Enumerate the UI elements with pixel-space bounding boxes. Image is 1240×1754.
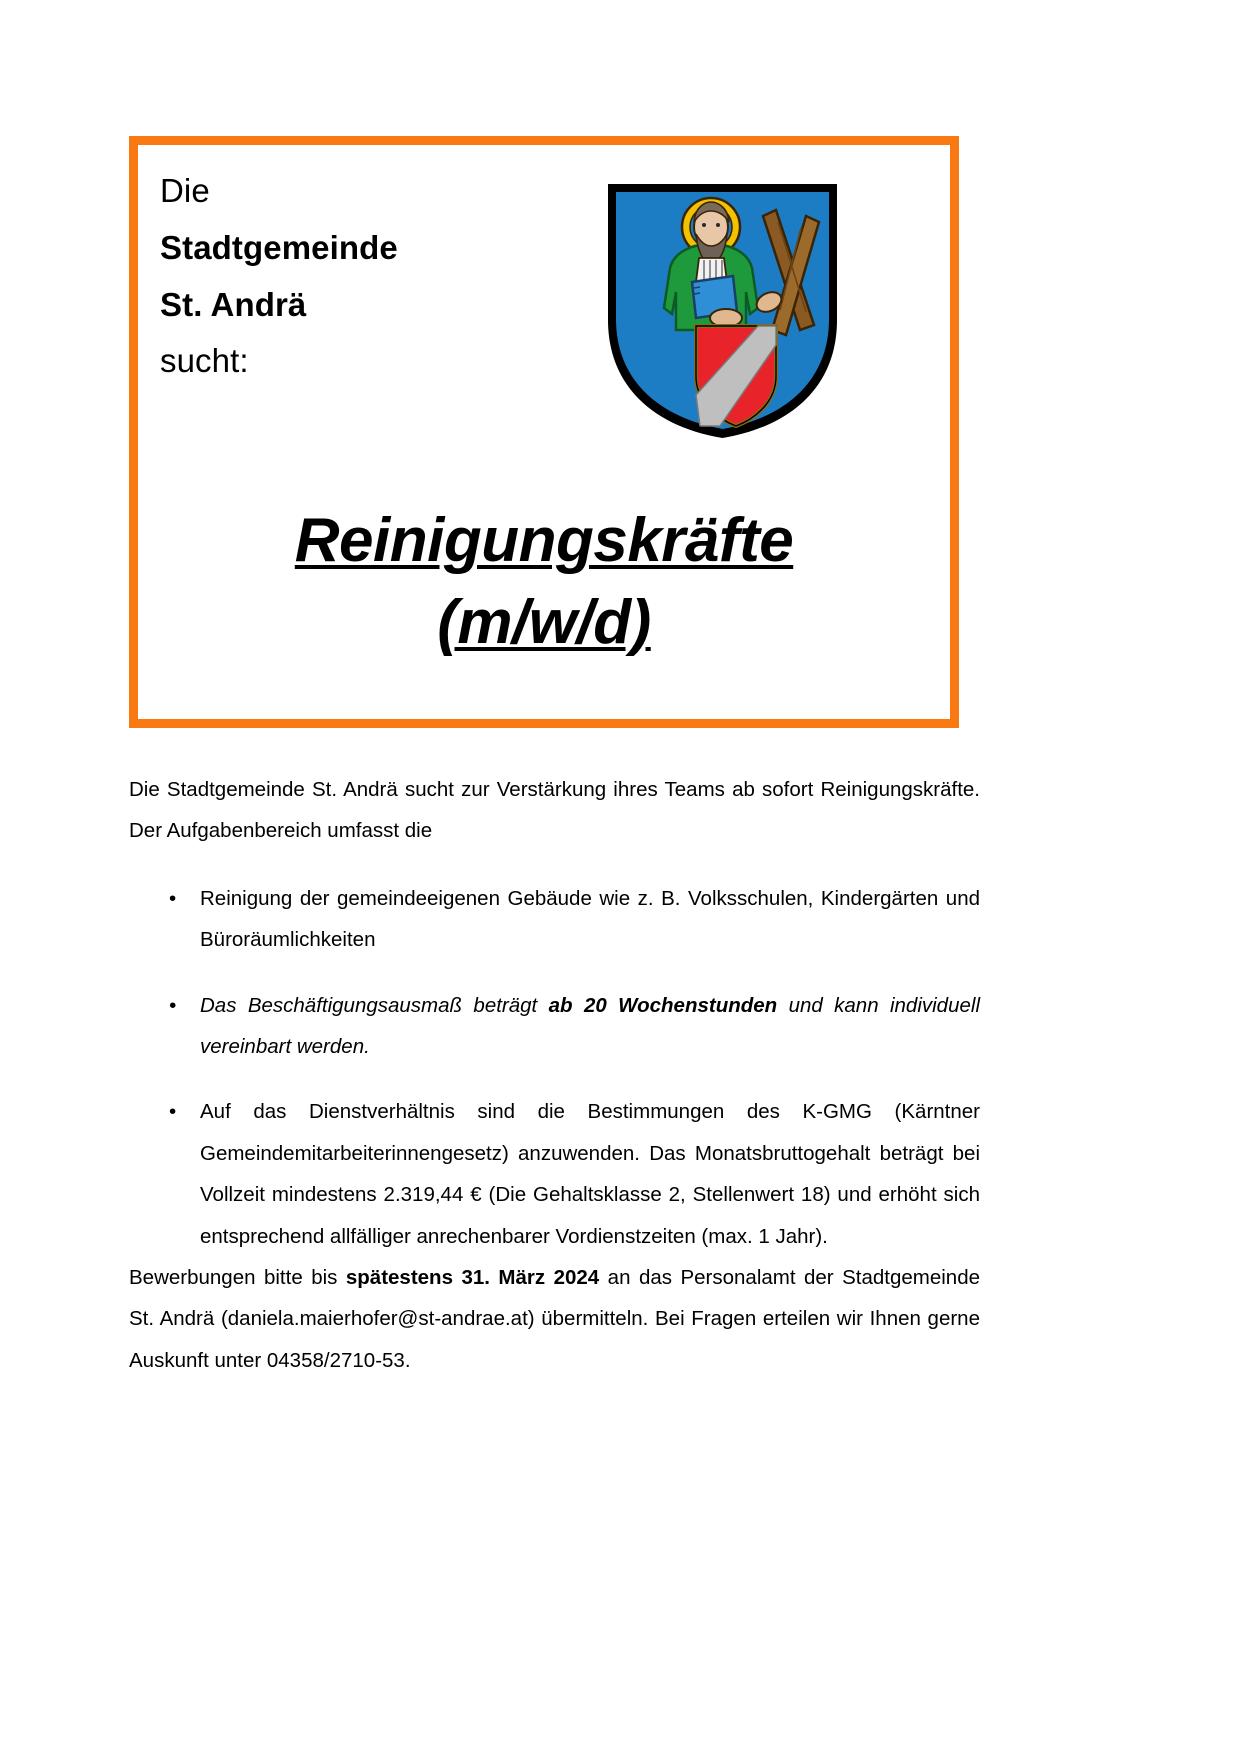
job-title-text-2: (m/w/d) — [437, 588, 651, 658]
job-title-text-1: Reinigungskräfte — [294, 506, 794, 575]
organisation-heading — [160, 163, 580, 390]
list-item-text: Auf das Dienstverhältnis sind die Bestimmungen des K-GMG (Kärntner Gemeindemitarbeiterinnengesetz) anzuwenden. Das Monatsbruttogehalt beträgt bei Vollzeit mindestens 2.319,44 € (Die Gehaltsklasse 2, Stellenwert 18) und erhöht sich entsprechend allfälliger anrechenbarer Vordienstzeiten (max. 1 Jahr). — [200, 1100, 980, 1248]
list-item — [129, 878, 980, 961]
bullet-marker-icon: • — [169, 886, 177, 910]
list-item-text-emphasis: ab 20 Wochenstunden — [548, 993, 778, 1017]
header-banner-inner — [138, 145, 950, 719]
task-bullet-list — [129, 878, 980, 1257]
bullet-marker-icon: • — [169, 993, 177, 1017]
org-line-die: Die — [160, 172, 210, 209]
closing-paragraph — [129, 1257, 980, 1381]
list-item — [129, 985, 980, 1068]
header-banner-box — [129, 136, 959, 728]
org-line-stadtgemeinde: Stadtgemeinde — [160, 228, 398, 266]
job-title-line-1 — [138, 500, 950, 582]
list-item-text-a: Das Beschäftigungsausmaß beträgt — [200, 993, 549, 1017]
closing-text-a: Bewerbungen bitte bis — [129, 1266, 346, 1290]
org-line-st-andrae: St. Andrä — [160, 285, 307, 323]
job-title-block — [138, 500, 950, 665]
coat-of-arms-icon — [600, 180, 845, 440]
intro-paragraph: Die Stadtgemeinde St. Andrä sucht zur Verstärkung ihres Teams ab sofort Reinigungskräfte. Der Aufgabenbereich umfasst die — [129, 778, 980, 843]
application-deadline: spätestens 31. März 2024 — [345, 1266, 600, 1290]
bullet-marker-icon: • — [169, 1100, 177, 1124]
closing-text-b: an das Personalamt der Stadtgemeinde St. Andrä (daniela.maierhofer@st-andrae.at) übermitteln. Bei Fragen erteilen wir Ihnen gerne Auskunft unter 04358/2710-53. — [129, 1266, 981, 1372]
list-item-text-b: und kann individuell vereinbart werden. — [200, 993, 980, 1059]
org-line-sucht: sucht: — [160, 342, 249, 380]
job-title-line-2 — [138, 582, 950, 664]
list-item-text: Reinigung der gemeindeeigenen Gebäude wie z. B. Volksschulen, Kindergärten und Büroräumlichkeiten — [200, 886, 980, 952]
body-content — [129, 769, 980, 1381]
list-item — [129, 1091, 980, 1257]
